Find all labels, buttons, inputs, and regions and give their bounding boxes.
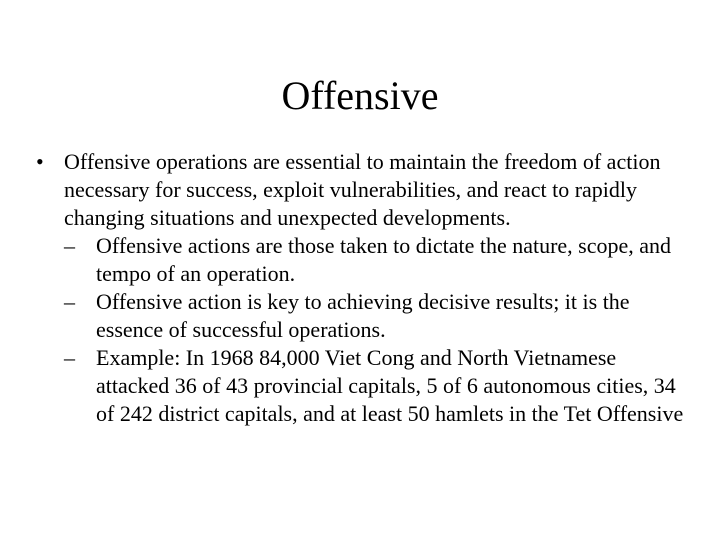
dash-marker: – <box>64 345 75 370</box>
sub-item <box>36 232 686 288</box>
sub-item <box>36 344 686 428</box>
sub-item-text: Offensive actions are those taken to dictate the nature, scope, and tempo of an operation. <box>96 233 672 286</box>
sub-list <box>36 232 686 428</box>
slide-body <box>36 148 686 428</box>
bullet-text: Offensive operations are essential to maintain the freedom of action necessary for success, exploit vulnerabilities, and react to rapidly changing situations and unexpected developments. <box>64 149 661 230</box>
sub-item-text: Example: In 1968 84,000 Viet Cong and North Vietnamese attacked 36 of 43 provincial capitals, 5 of 6 autonomous cities, 34 of 242 district capitals, and at least 50 hamlets in the Tet Offensive <box>96 345 684 426</box>
sub-list-container <box>36 232 686 428</box>
bullet-item <box>36 148 686 232</box>
sub-item-text: Offensive action is key to achieving decisive results; it is the essence of successful operations. <box>96 289 630 342</box>
slide-title: Offensive <box>281 73 439 118</box>
sub-item <box>36 288 686 344</box>
dash-marker: – <box>64 233 75 258</box>
bullet-marker: • <box>36 149 44 174</box>
dash-marker: – <box>64 289 75 314</box>
